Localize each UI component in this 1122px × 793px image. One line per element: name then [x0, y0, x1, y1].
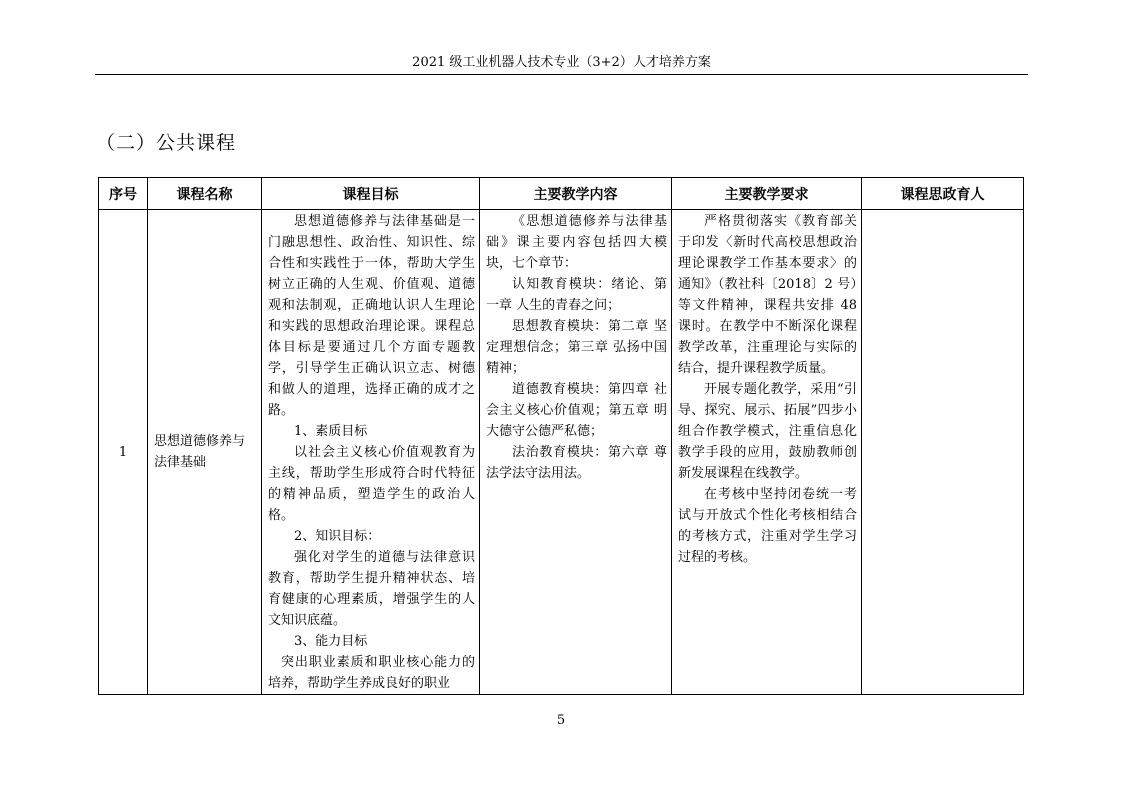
document-header-title: 2021 级工业机器人技术专业（3+2）人才培养方案 [412, 55, 711, 70]
table-header-row [99, 178, 1024, 210]
column-header-ideology: 课程思政育人 [862, 178, 1024, 210]
objectives-paragraph: 思想道德修养与法律基础是一门融思想性、政治性、知识性、综合性和实践性于一体，帮助大学生树立正确的人生观、价值观、道德观和法制观，正确地认识人生理论和实践的思想政治理论课。课程总体目标是要通过几个方面专题教学，引导学生正确认识立志、树德和做人的道理，选择正确的成才之路。 [268, 214, 475, 418]
column-header-objectives: 课程目标 [262, 178, 480, 210]
table-row [99, 210, 1024, 695]
column-header-course-name: 课程名称 [148, 178, 262, 210]
content-paragraph: 道德教育模块：第四章 社会主义核心价值观；第五章 明大德守公德严私德； [486, 382, 667, 439]
objectives-paragraph: 以社会主义核心价值观教育为主线，帮助学生形成符合时代特征的精神品质，塑造学生的政治人格。 [268, 445, 475, 523]
page-number: 5 [556, 713, 566, 728]
row-content [480, 210, 672, 695]
header-rule [95, 74, 1028, 75]
row-ideology [862, 210, 1024, 695]
column-header-requirements: 主要教学要求 [672, 178, 862, 210]
objectives-paragraph: 1、素质目标 [294, 424, 368, 439]
content-paragraph: 思想教育模块：第二章 坚定理想信念；第三章 弘扬中国精神； [486, 319, 667, 376]
requirements-paragraph: 开展专题化教学，采用“引导、探究、展示、拓展”四步小组合作教学模式，注重信息化教学手段的应用，鼓励教师创新发展课程在线教学。 [678, 382, 857, 481]
row-objectives [262, 210, 480, 695]
content-paragraph: 认知教育模块：绪论、第一章 人生的青春之问； [486, 277, 667, 313]
objectives-paragraph: 3、能力目标 [294, 634, 368, 649]
objectives-paragraph: 强化对学生的道德与法律意识教育，帮助学生提升精神状态、培育健康的心理素质，增强学生的人文知识底蕴。 [268, 550, 475, 628]
objectives-paragraph: 2、知识目标： [294, 529, 381, 544]
section-title: （二）公共课程 [96, 132, 237, 154]
content-paragraph: 《思想道德修养与法律基础》课主要内容包括四大模块，七个章节： [486, 214, 667, 271]
public-course-table [98, 177, 1024, 695]
row-requirements [672, 210, 862, 695]
objectives-paragraph: 突出职业素质和职业核心能力的培养，帮助学生养成良好的职业 [268, 655, 475, 691]
requirements-paragraph: 在考核中坚持闭卷统一考试与开放式个性化考核相结合的考核方式，注重对学生学习过程的考核。 [678, 487, 857, 565]
column-header-content: 主要教学内容 [480, 178, 672, 210]
content-paragraph: 法治教育模块：第六章 尊法学法守法用法。 [486, 445, 667, 481]
row-course-name: 思想道德修养与法律基础 [148, 210, 262, 695]
column-header-index: 序号 [99, 178, 148, 210]
requirements-paragraph: 严格贯彻落实《教育部关于印发〈新时代高校思想政治理论课教学工作基本要求〉的通知》（教社科〔2018〕2 号）等文件精神，课程共安排 48 课时。在教学中不断深化课程教学改革，注重理论与实际的结合，提升课程教学质量。 [678, 214, 857, 376]
row-index: 1 [99, 210, 148, 695]
